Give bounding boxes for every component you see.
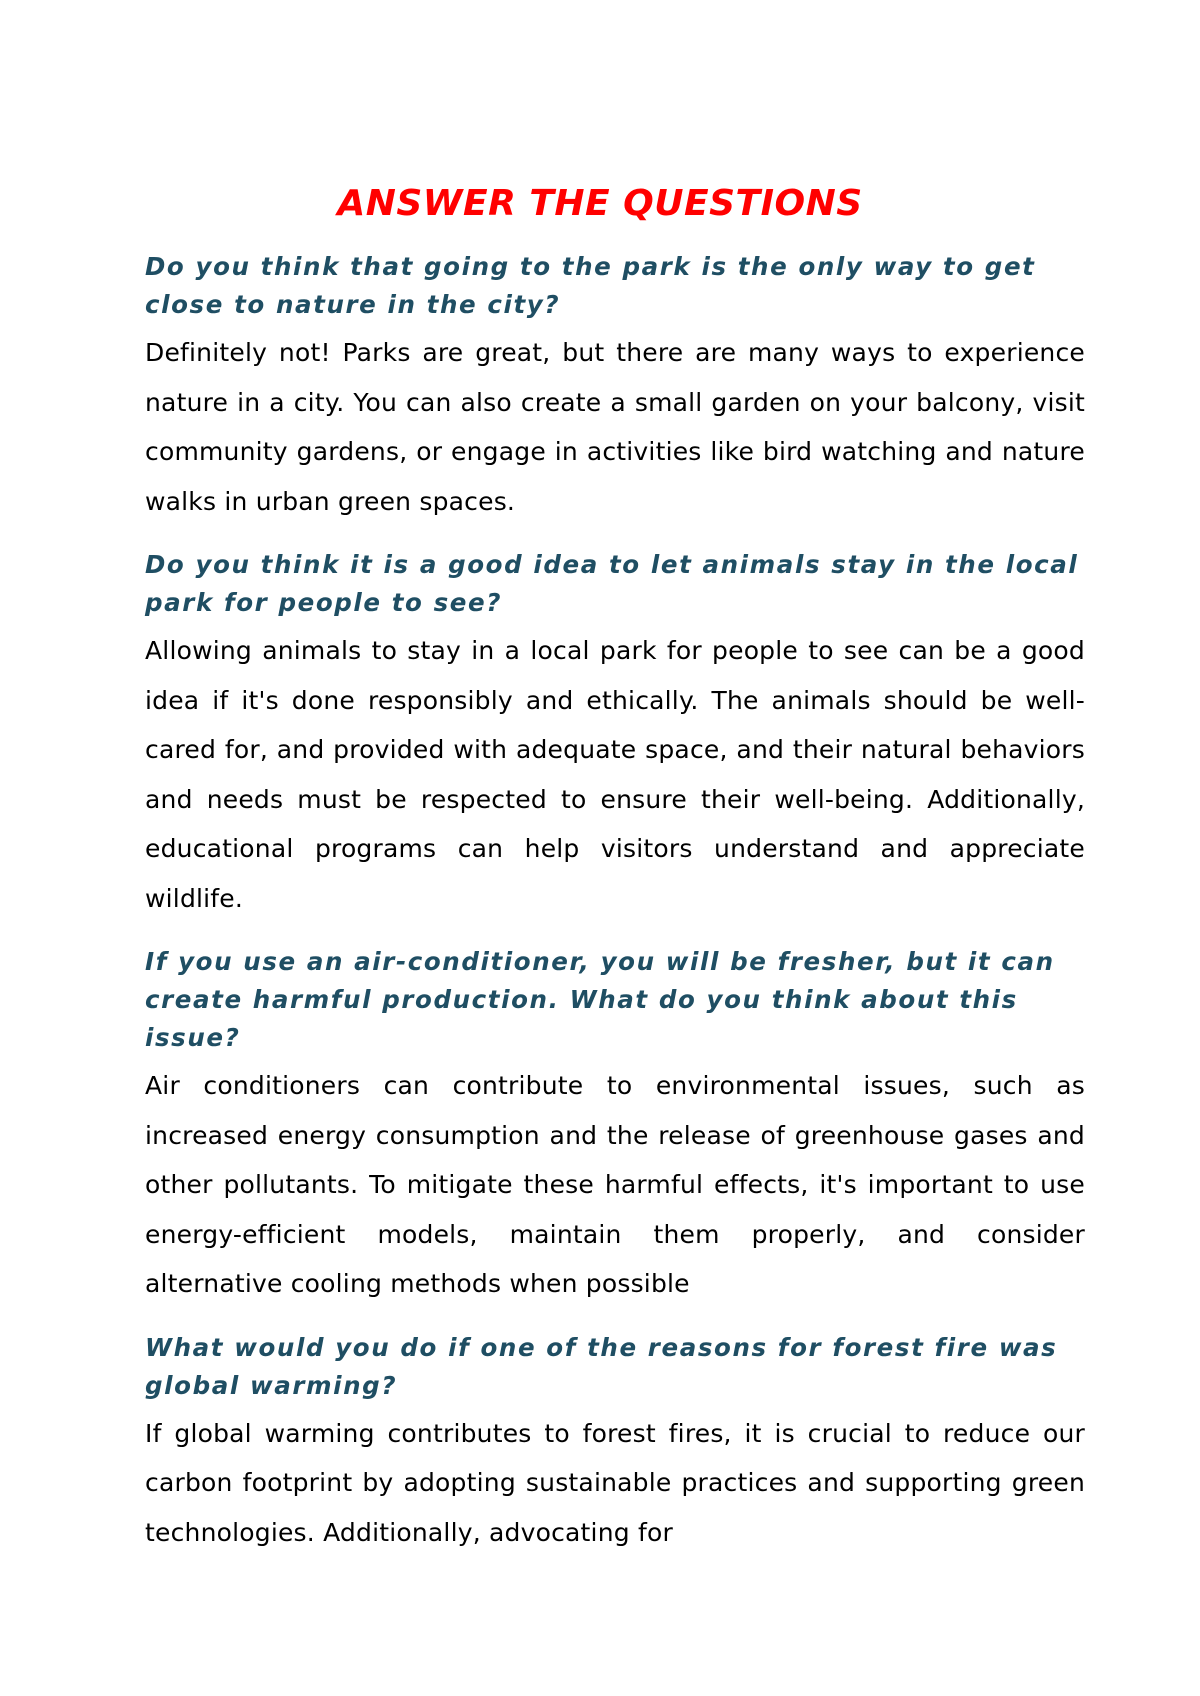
answer-text: Air conditioners can contribute to environmental issues, such as increased energy consumption and the release of greenhouse gases and other pollutants. To mitigate these harmful effects, it's important to use energy-efficient models, maintain them properly, and consider alternative cooling methods when possible (145, 1071, 1085, 1298)
question-text: If you use an air-conditioner, you will be fresher, but it can create harmful production. What do you think about this issue? (145, 947, 1055, 1052)
qa-list (145, 248, 1085, 1577)
page-title: ANSWER THE QUESTIONS (337, 183, 863, 224)
answer-text: Allowing animals to stay in a local park for people to see can be a good idea if it's done responsibly and ethically. The animals should be well-cared for, and provided with adequate space, and their natural behaviors and needs must be respected to ensure their well-being. Additionally, educational programs can help visitors understand and appreciate wildlife. (145, 636, 1085, 913)
qa-item (145, 1329, 1085, 1558)
qa-item (145, 546, 1085, 923)
question-text: Do you think it is a good idea to let animals stay in the local park for people to see? (145, 550, 1079, 617)
question-text: What would you do if one of the reasons for forest fire was global warming? (145, 1332, 1058, 1400)
answer-text: Definitely not! Parks are great, but there are many ways to experience nature in a city. You can also create a small garden on your balcony, visit community gardens, or engage in activities like bird watching and nature walks in urban green spaces. (145, 338, 1085, 516)
qa-item (145, 943, 1085, 1309)
answer-text: If global warming contributes to forest fires, it is crucial to reduce our carbon footprint by adopting sustainable practices and supporting green technologies. Additionally, advocating for (145, 1418, 1085, 1547)
question-text: Do you think that going to the park is the only way to get close to nature in the city? (145, 252, 1036, 319)
qa-item (145, 248, 1085, 526)
